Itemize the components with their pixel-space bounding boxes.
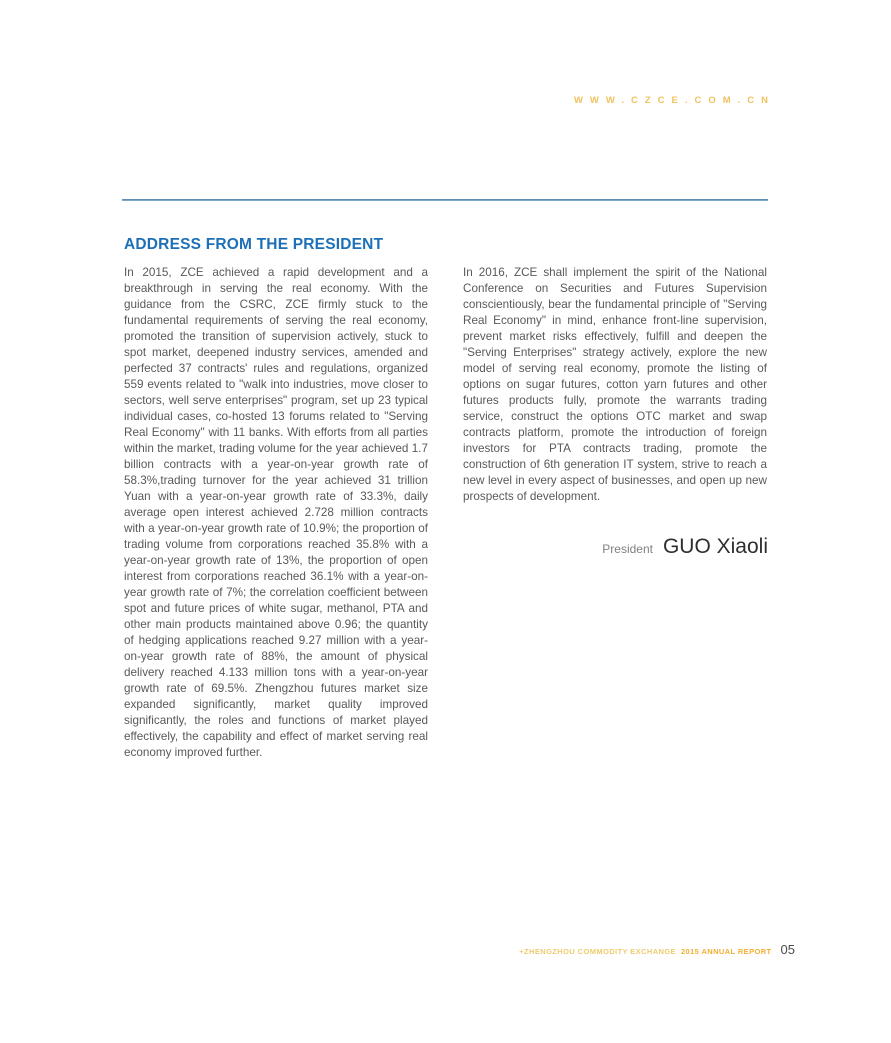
body-columns [124,265,768,761]
left-column-paragraph: In 2015, ZCE achieved a rapid development and a breakthrough in serving the real economy. With the guidance from the CSRC, ZCE firmly stuck to the fundamental requirements of serving the real economy, promoted the transition of supervision actively, stuck to spot market, deepened industry services, amended and perfected 37 contracts' rules and regulations, organized 559 events related to "walk into industries, move closer to sectors, well serve enterprises" program, set up 23 typical individual cases, co-hosted 13 forums related to "Serving Real Economy" with 11 banks. With efforts from all parties within the market, trading volume for the year achieved 1.7 billion contracts with a year-on-year growth rate of 58.3%,trading turnover for the year achieved 31 trillion Yuan with a year-on-year growth rate of 33.3%, daily average open interest achieved 2.728 million contracts with a year-on-year growth rate of 10.9%; the proportion of trading volume from corporations reached 35.8% with a year-on-year growth rate of 13%, the proportion of open interest from corporations reached 36.1% with a year-on-year growth rate of 7%; the correlation coefficient between spot and future prices of white sugar, methanol, PTA and other main products maintained above 0.96; the quantity of hedging applications reached 9.27 million with a year-on-year growth rate of 88%, the amount of physical delivery reached 4.133 million tons with a year-on-year growth rate of 69.5%. Zhengzhou futures market size expanded significantly, market quality improved significantly, the roles and functions of market played effectively, the capability and effect of market serving real economy improved further. [124,266,428,759]
page-footer [519,942,795,957]
page-number: 05 [780,942,795,957]
footer-report-label: 2015 ANNUAL REPORT [680,947,772,956]
page-title: ADDRESS FROM THE PRESIDENT [124,236,384,253]
signature-block [602,535,768,559]
signature-name: GUO Xiaoli [662,535,768,558]
footer-exchange-label: +ZHENGZHOU COMMODITY EXCHANGE [519,947,676,956]
right-column-paragraph: In 2016, ZCE shall implement the spirit of the National Conference on Securities and Futures Supervision conscientiously, bear the fundamental principle of "Serving Real Economy" in mind, enhance front-line supervision, prevent market risks effectively, fulfill and deepen the "Serving Enterprises" strategy actively, explore the new model of serving real economy, promote the listing of options on sugar futures, cotton yarn futures and other futures products fully, promote the warrants trading service, construct the options OTC market and swap contracts platform, promote the introduction of foreign investors for PTA contracts trading, promote the construction of 6th generation IT system, strive to reach a new level in every aspect of businesses, and open up new prospects of development. [463,266,767,503]
website-url: WWW.CZCE.COM.CN [573,95,775,106]
signature-role: President [602,542,653,556]
header-divider [122,199,768,201]
